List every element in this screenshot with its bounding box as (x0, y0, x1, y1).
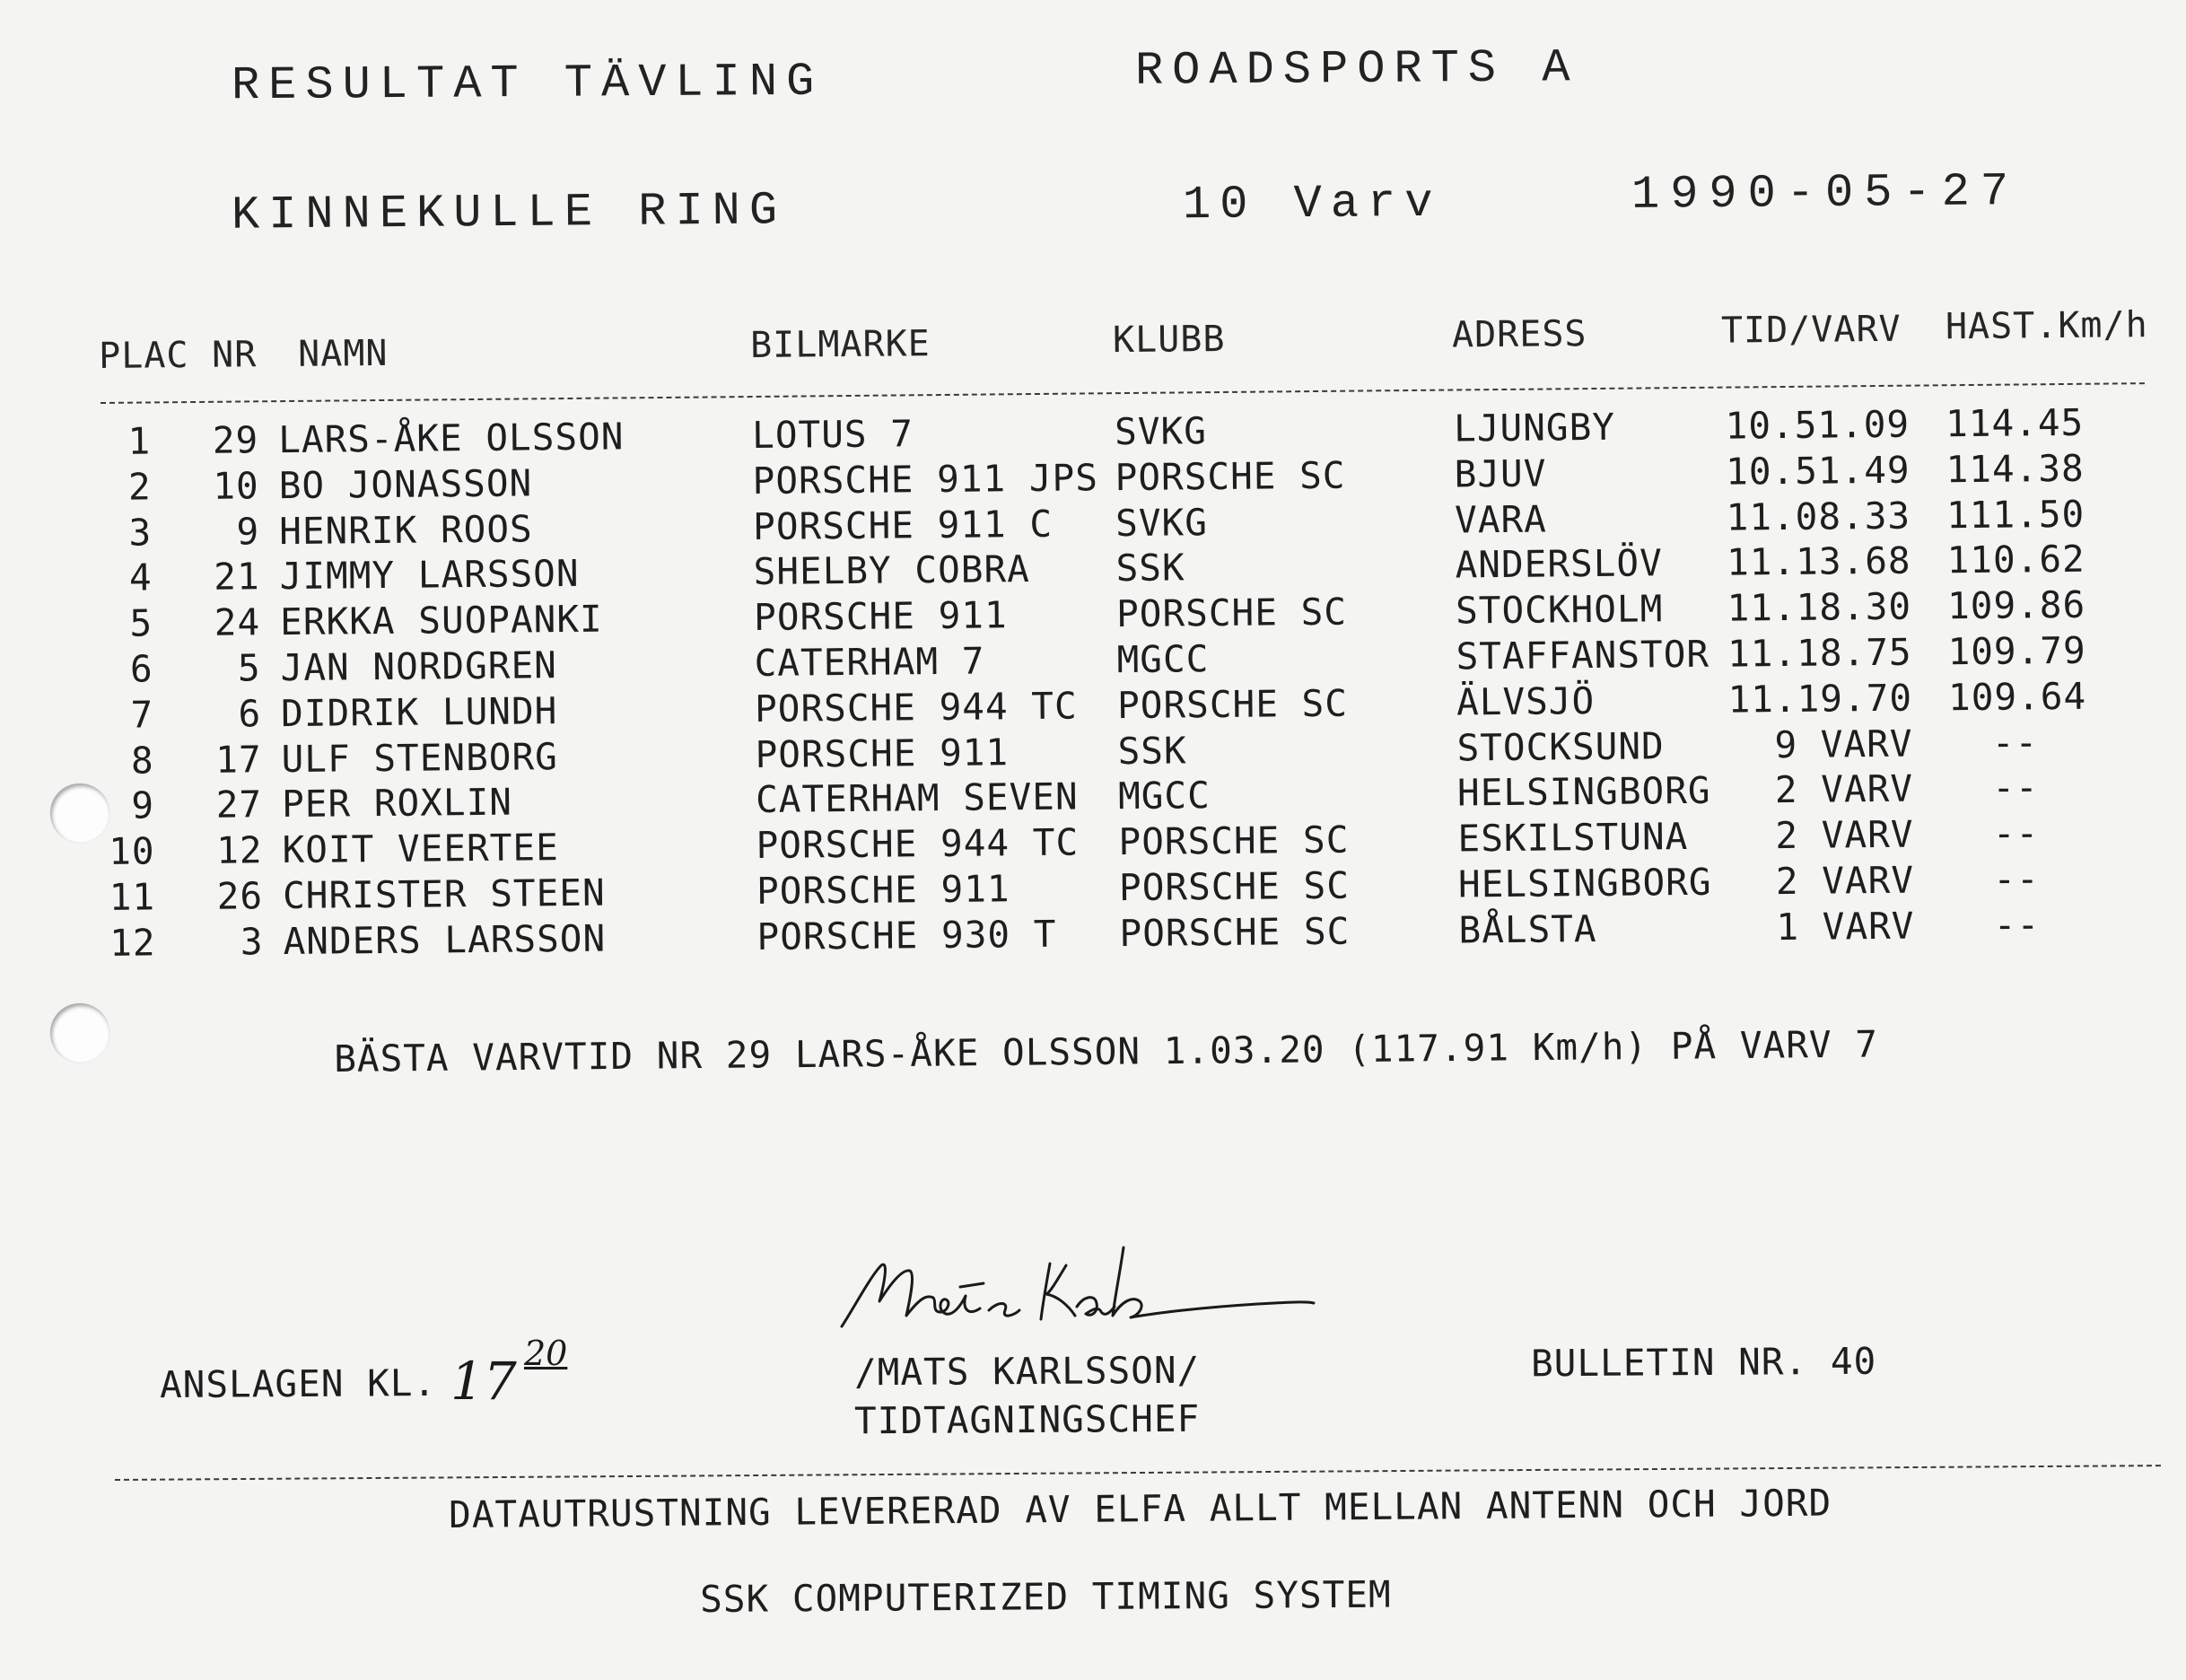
col-klubb: KLUBB (1112, 318, 1226, 362)
cell-plac: 9 (131, 783, 155, 828)
cell-bil: SHELBY COBRA (753, 547, 1031, 594)
cell-namn: ULF STENBORG (281, 734, 559, 781)
cell-hast: 111.50 (1946, 492, 2085, 537)
cell-tid: 11.13.68 (1726, 539, 1911, 584)
cell-bil: PORSCHE 911 (756, 867, 1010, 913)
cell-nr: 24 (214, 600, 261, 644)
cell-hast: -- (1993, 857, 2040, 901)
cell-adress: ÄLVSJÖ (1456, 678, 1596, 724)
cell-klubb: SSK (1115, 546, 1185, 591)
cell-adress: BÅLSTA (1458, 906, 1597, 952)
cell-bil: CATERHAM SEVEN (755, 774, 1079, 822)
cell-bil: PORSCHE 911 (755, 730, 1010, 776)
cell-tid: 11.19.70 (1727, 676, 1913, 722)
cell-bil: PORSCHE 911 (753, 593, 1008, 640)
punch-hole-lower (50, 1003, 109, 1063)
cell-nr: 27 (215, 783, 263, 827)
cell-adress: VARA (1454, 497, 1548, 542)
cell-namn: BO JONASSON (278, 461, 533, 507)
cell-adress: STAFFANSTOR (1456, 632, 1710, 678)
footer-sponsor: DATAUTRUSTNING LEVERERAD AV ELFA ALLT MELLAN ANTENN OCH JORD (448, 1481, 1832, 1536)
signature-text: Mats Karl (826, 1229, 831, 1230)
cell-bil: PORSCHE 911 JPS (752, 456, 1099, 503)
cell-tid: 11.08.33 (1726, 494, 1911, 539)
cell-tid: 11.18.75 (1727, 630, 1912, 676)
cell-hast: -- (1992, 811, 2040, 855)
cell-klubb: PORSCHE SC (1116, 681, 1349, 727)
cell-hast: 109.64 (1947, 674, 2087, 720)
lap-count: 10 Varv (1182, 176, 1442, 232)
cell-namn: JAN NORDGREN (280, 643, 558, 690)
race-date: 1990-05-27 (1631, 165, 2020, 222)
cell-klubb: MGCC (1116, 637, 1210, 682)
signatory-role: TIDTAGNINGSCHEF (853, 1396, 1201, 1443)
cell-hast: 109.86 (1946, 582, 2086, 628)
best-lap-line: BÄSTA VARVTID NR 29 LARS-ÅKE OLSSON 1.03.20 (117.91 Km/h) PÅ VARV 7 (333, 1022, 1879, 1081)
cell-tid: 1 VARV (1776, 904, 1915, 949)
posted-label: ANSLAGEN KL. (159, 1361, 437, 1407)
cell-hast: 110.62 (1946, 538, 2085, 582)
cell-nr: 26 (216, 874, 264, 918)
cell-namn: CHRISTER STEEN (282, 871, 606, 918)
cell-adress: STOCKSUND (1456, 723, 1665, 770)
cell-adress: LJUNGBY (1453, 405, 1616, 451)
cell-hast: -- (1991, 720, 2039, 765)
cell-plac: 5 (129, 601, 153, 645)
cell-bil: PORSCHE 944 TC (756, 820, 1080, 868)
cell-plac: 4 (128, 556, 153, 600)
cell-tid: 9 VARV (1774, 722, 1913, 766)
cell-namn: ANDERS LARSSON (283, 916, 607, 963)
signatory-name: /MATS KARLSSON/ (853, 1348, 1201, 1395)
cell-klubb: PORSCHE SC (1118, 818, 1350, 864)
cell-hast: -- (1993, 903, 2041, 947)
cell-hast: 114.38 (1946, 446, 2085, 492)
signature-drawing (826, 1229, 1328, 1364)
cell-plac: 6 (129, 647, 153, 691)
cell-nr: 10 (213, 464, 259, 508)
cell-plac: 10 (108, 829, 155, 874)
col-hast: HAST.Km/h (1945, 304, 2148, 348)
track-name: KINNEKULLE RING (231, 184, 787, 242)
col-tid: TID/VARV (1720, 308, 1902, 352)
cell-klubb: PORSCHE SC (1118, 863, 1351, 910)
cell-nr: 12 (215, 828, 263, 872)
cell-nr: 9 (236, 509, 260, 554)
col-adress: ADRESS (1451, 313, 1587, 356)
col-nr: NR (211, 334, 258, 376)
cell-klubb: PORSCHE SC (1115, 453, 1346, 499)
posted-minute: 20 (524, 1334, 568, 1373)
cell-klubb: SVKG (1114, 409, 1208, 454)
cell-klubb: SVKG (1115, 500, 1209, 545)
cell-plac: 7 (130, 693, 154, 737)
cell-namn: KOIT VEERTEE (282, 826, 560, 872)
cell-nr: 6 (238, 692, 262, 736)
cell-nr: 3 (240, 920, 264, 964)
cell-adress: ANDERSLÖV (1455, 541, 1663, 587)
cell-klubb: PORSCHE SC (1115, 590, 1348, 636)
cell-namn: JIMMY LARSSON (279, 552, 580, 599)
col-bilmarke: BILMARKE (749, 323, 931, 367)
cell-tid: 10.51.09 (1725, 402, 1911, 448)
race-class: ROADSPORTS A (1134, 41, 1579, 98)
cell-namn: ERKKA SUOPANKI (279, 597, 603, 644)
cell-namn: PER ROXLIN (281, 780, 513, 827)
cell-hast: 114.45 (1945, 400, 2085, 446)
cell-nr: 29 (212, 418, 259, 462)
cell-plac: 1 (127, 419, 152, 463)
footer-system: SSK COMPUTERIZED TIMING SYSTEM (699, 1572, 1392, 1621)
cell-klubb: PORSCHE SC (1119, 909, 1351, 955)
cell-klubb: SSK (1117, 728, 1187, 773)
cell-bil: LOTUS 7 (751, 412, 914, 458)
cell-plac: 3 (128, 511, 153, 555)
cell-hast: 109.79 (1947, 628, 2086, 674)
cell-bil: CATERHAM 7 (754, 639, 985, 685)
cell-bil: PORSCHE 930 T (756, 912, 1057, 958)
cell-tid: 2 VARV (1775, 858, 1915, 904)
cell-tid: 2 VARV (1774, 767, 1914, 812)
cell-namn: LARS-ÅKE OLSSON (277, 415, 625, 462)
posted-hour: 17 (450, 1351, 517, 1412)
document-title: RESULTAT TÄVLING (231, 55, 824, 113)
punch-hole-upper (50, 783, 109, 843)
footer-divider (115, 1465, 2161, 1481)
cell-hast: -- (1992, 766, 2039, 810)
cell-nr: 21 (214, 555, 260, 599)
col-namn: NAMN (297, 332, 389, 375)
cell-tid: 10.51.49 (1725, 448, 1911, 494)
cell-adress: STOCKHOLM (1455, 587, 1664, 633)
cell-plac: 8 (130, 739, 154, 783)
cell-namn: DIDRIK LUNDH (280, 688, 558, 735)
cell-bil: PORSCHE 944 TC (754, 684, 1078, 731)
cell-klubb: MGCC (1117, 774, 1211, 818)
col-plac: PLAC (98, 335, 189, 377)
cell-bil: PORSCHE 911 C (752, 502, 1054, 548)
cell-adress: ESKILSTUNA (1457, 815, 1689, 861)
cell-plac: 2 (127, 465, 152, 509)
cell-nr: 5 (237, 646, 261, 690)
cell-tid: 2 VARV (1775, 812, 1914, 858)
cell-nr: 17 (215, 737, 262, 782)
cell-plac: 11 (109, 875, 156, 919)
cell-adress: BJUV (1454, 451, 1547, 496)
cell-adress: HELSINGBORG (1456, 769, 1711, 815)
cell-plac: 12 (109, 921, 156, 965)
cell-tid: 11.18.30 (1727, 584, 1912, 630)
cell-adress: HELSINGBORG (1457, 860, 1712, 906)
bulletin-number: BULLETIN NR. 40 (1530, 1339, 1877, 1386)
cell-namn: HENRIK ROOS (278, 506, 533, 553)
